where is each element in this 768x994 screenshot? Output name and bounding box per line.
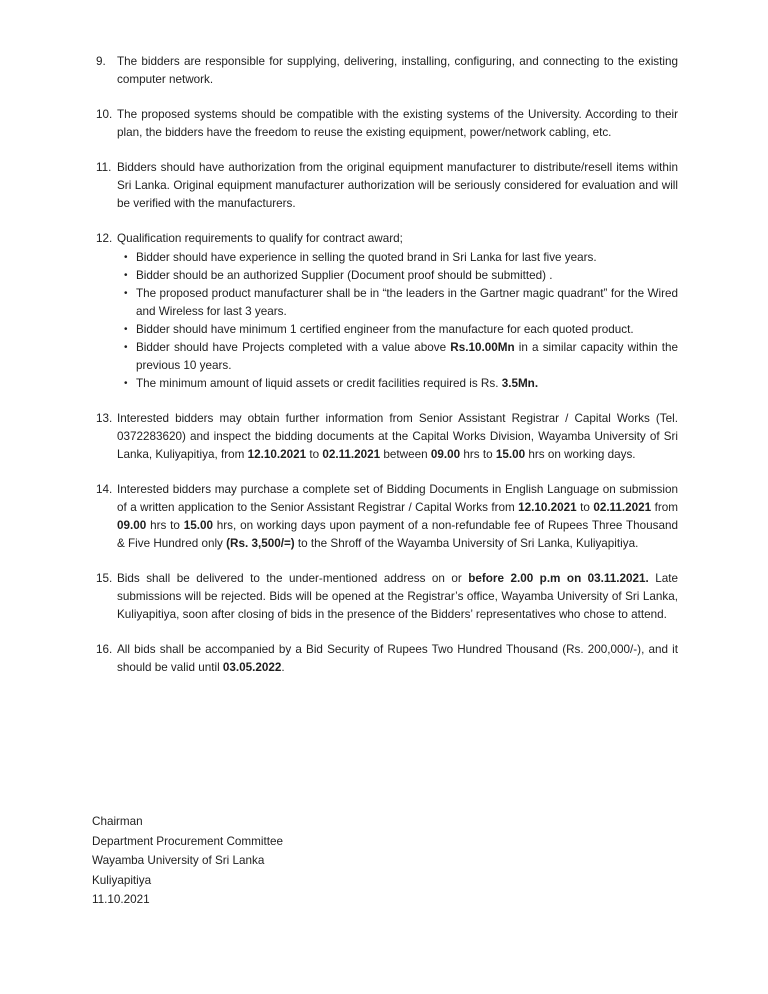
item-number: 15. [96, 571, 113, 585]
signature-line: 11.10.2021 [92, 893, 150, 906]
list-item [96, 230, 678, 393]
signature-line: Department Procurement Committee [92, 834, 283, 848]
bold-text-run: 3.5Mn. [501, 376, 539, 390]
text-run: Bids shall be delivered to the under-mentioned address on or [117, 571, 469, 585]
bold-text-run: (Rs. 3,500/=) [226, 536, 295, 550]
item-body [117, 159, 678, 213]
text-run: Late submissions will be rejected. Bids will be opened at the Registrar’s office, Wayamba University of Sri Lanka, Kuliyapitiya, soon after closing of bids in the presence of the Bidders’ representatives who chose to attend. [117, 571, 679, 621]
text-run: Bidders should have authorization from the original equipment manufacturer to distribute/resell items within Sri Lanka. Original equipment manufacturer authorization will be seriously considered for evaluation and will be verified with the manufacturers. [117, 161, 678, 210]
text-run: from [651, 500, 678, 514]
bold-text-run: 15.00 [495, 447, 526, 461]
numbered-list [96, 53, 678, 694]
bullet-item [117, 249, 678, 267]
bullet-text [136, 375, 678, 393]
text-run: hrs, on working days upon payment of a non-refundable fee of Rupees Three Thousand & Five Hundred only [117, 518, 678, 550]
bullet-text [136, 267, 678, 285]
item-text [117, 481, 678, 553]
text-run: The bidders are responsible for supplying, delivering, installing, configuring, and connecting to the existing computer network. [117, 55, 678, 86]
list-item [96, 481, 678, 553]
list-item [96, 570, 678, 624]
item-body [117, 410, 678, 464]
text-run: hrs to [460, 447, 496, 461]
item-number: 13. [96, 411, 113, 425]
item-number: 9. [96, 55, 106, 68]
item-text [117, 230, 678, 248]
bullet-icon: • [124, 269, 128, 281]
text-run: Bidder should have experience in selling the quoted brand in Sri Lanka for last five years. [136, 250, 597, 264]
bullet-icon: • [124, 341, 128, 353]
text-run: to [576, 500, 594, 514]
text-run: Bidder should have Projects completed with a value above [136, 340, 451, 354]
item-body [117, 106, 678, 142]
text-run: The minimum amount of liquid assets or credit facilities required is Rs. [136, 376, 502, 390]
bullet-icon: • [124, 377, 128, 389]
bullet-icon: • [124, 251, 128, 263]
text-run: . [281, 660, 285, 674]
bullet-item [117, 375, 678, 393]
text-run: Bidder should be an authorized Supplier (Document proof should be submitted) . [136, 268, 553, 282]
bold-text-run: Rs.10.00Mn [450, 340, 515, 354]
item-text [117, 106, 678, 142]
bullet-text [136, 249, 678, 267]
list-item [96, 53, 678, 89]
item-body [117, 641, 678, 677]
bullet-text [136, 321, 678, 339]
bold-text-run: 02.11.2021 [322, 447, 381, 461]
item-body [117, 570, 678, 624]
bullet-text [136, 339, 678, 375]
text-run: to the Shroff of the Wayamba University of Sri Lanka, Kuliyapitiya. [294, 536, 639, 550]
item-text [117, 410, 678, 464]
bullet-list [117, 249, 678, 393]
bold-text-run: before 2.00 p.m on 03.11.2021. [468, 571, 649, 585]
bullet-item [117, 339, 678, 375]
list-item [96, 641, 678, 677]
item-body [117, 481, 678, 553]
item-body [117, 230, 678, 393]
bold-text-run: 12.10.2021 [247, 447, 307, 461]
bold-text-run: 03.05.2022 [222, 660, 282, 674]
item-number: 11. [96, 161, 112, 174]
item-text [117, 159, 678, 213]
text-run: Bidder should have minimum 1 certified engineer from the manufacture for each quoted product. [136, 322, 634, 336]
item-number: 12. [96, 232, 113, 245]
list-item [96, 410, 678, 464]
text-run: Qualification requirements to qualify for contract award; [117, 232, 403, 245]
bold-text-run: 02.11.2021 [593, 500, 652, 514]
bullet-item [117, 267, 678, 285]
signature-line: Chairman [92, 815, 143, 828]
text-run: hrs on working days. [525, 447, 636, 461]
text-run: to [306, 447, 323, 461]
bold-text-run: 09.00 [430, 447, 461, 461]
item-number: 10. [96, 108, 113, 121]
signature-block [92, 812, 283, 910]
text-run: The proposed product manufacturer shall be in “the leaders in the Gartner magic quadrant” for the Wired and Wireless for last 3 years. [136, 286, 678, 318]
text-run: between [380, 447, 431, 461]
item-number: 14. [96, 482, 113, 496]
signature-line: Kuliyapitiya [92, 873, 152, 887]
text-run: Interested bidders may obtain further information from Senior Assistant Registrar / Capital Works (Tel. 0372283620) and inspect the bidding documents at the Capital Works Division, Wayamba University of Sri Lanka, Kuliyapitiya, from [117, 411, 678, 461]
item-body [117, 53, 678, 89]
bold-text-run: 15.00 [183, 518, 213, 532]
item-number: 16. [96, 642, 113, 656]
bullet-item [117, 285, 678, 321]
list-item [96, 106, 678, 142]
bullet-icon: • [124, 287, 128, 299]
signature-line: Wayamba University of Sri Lanka [92, 854, 265, 867]
bullet-text [136, 285, 678, 321]
text-run: in a similar capacity within the previous 10 years. [136, 340, 678, 372]
bold-text-run: 12.10.2021 [518, 500, 577, 514]
list-item [96, 159, 678, 213]
text-run: The proposed systems should be compatible with the existing systems of the University. According to their plan, the bidders have the freedom to reuse the existing equipment, power/network cabling, etc. [117, 108, 678, 139]
text-run: hrs to [146, 518, 184, 532]
text-run: All bids shall be accompanied by a Bid Security of Rupees Two Hundred Thousand (Rs. 200,000/-), and it should be valid until [117, 642, 678, 674]
bullet-item [117, 321, 678, 339]
item-text [117, 570, 678, 624]
item-text [117, 641, 678, 677]
item-text [117, 53, 678, 89]
bullet-icon: • [124, 323, 128, 335]
bold-text-run: 09.00 [117, 518, 147, 532]
text-run: Interested bidders may purchase a complete set of Bidding Documents in English Language on submission of a written application to the Senior Assistant Registrar / Capital Works from [117, 482, 678, 514]
